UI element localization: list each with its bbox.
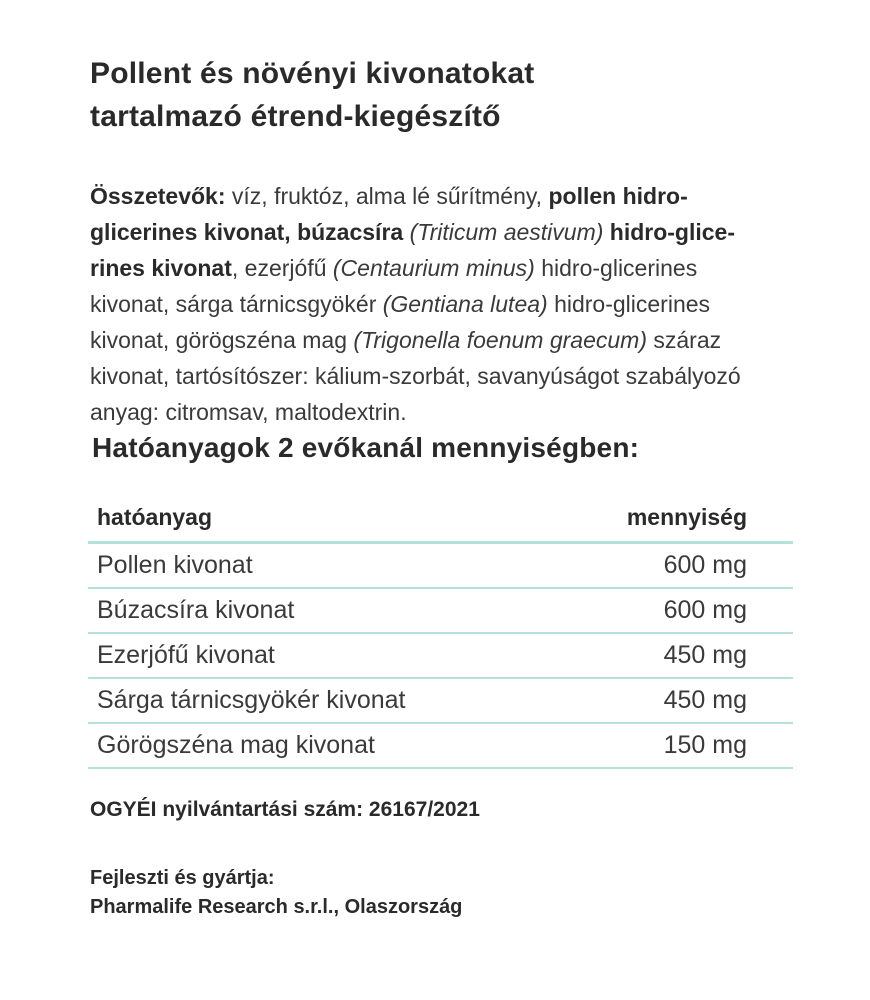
ingredients-line: rines kivonat, ezerjófű (Centaurium minus) hidro-glicerines (90, 255, 698, 281)
page-title-line-1: Pollent és növényi kivonatokat (90, 57, 535, 90)
table-row (88, 634, 793, 679)
manufacturer-name: Pharmalife Research s.r.l., Olaszország (90, 896, 463, 918)
manufacturer-label: Fejleszti és gyártja: (90, 867, 275, 889)
table-row (88, 544, 793, 589)
ingredient-name: Búzacsíra kivonat (97, 596, 295, 624)
ingredient-name: Görögszéna mag kivonat (97, 731, 375, 759)
table-header-row (88, 498, 793, 544)
ingredient-table-body (88, 544, 793, 769)
ingredients-line: anyag: citromsav, maltodextrin. (90, 399, 407, 425)
ingredients-paragraph (90, 178, 790, 430)
ingredients-line: glicerines kivonat, búzacsíra (Triticum aestivum) hidro-glice- (90, 219, 736, 245)
page-title-line-2: tartalmazó étrend-kiegészítő (90, 100, 501, 133)
ingredient-name: Sárga tárnicsgyökér kivonat (97, 686, 406, 714)
ingredients-line: kivonat, sárga tárnicsgyökér (Gentiana lutea) hidro-glicerines (90, 291, 711, 317)
page-title (90, 52, 650, 138)
actives-table (88, 498, 793, 769)
manufacturer-block (90, 864, 462, 922)
ingredient-name: Pollen kivonat (97, 551, 253, 579)
actives-heading: Hatóanyagok 2 evőkanál mennyiségben: (92, 432, 640, 463)
ingredient-amount: 450 mg (663, 641, 747, 669)
ingredient-name: Ezerjófű kivonat (97, 641, 275, 669)
table-header-ingredient: hatóanyag (97, 504, 213, 530)
ingredient-amount: 150 mg (663, 731, 747, 759)
ingredient-amount: 450 mg (663, 686, 747, 714)
ingredients-line: Összetevők: víz, fruktóz, alma lé sűrítmény, pollen hidro- (90, 183, 688, 209)
table-row (88, 589, 793, 634)
table-row (88, 679, 793, 724)
table-row (88, 724, 793, 769)
ingredients-line: kivonat, tartósítószer: kálium-szorbát, savanyúságot szabályozó (90, 363, 741, 389)
ingredient-amount: 600 mg (663, 551, 747, 579)
ingredients-line: kivonat, görögszéna mag (Trigonella foenum graecum) száraz (90, 327, 722, 353)
table-header-amount: mennyiség (626, 504, 747, 530)
registration-number: OGYÉI nyilvántartási szám: 26167/2021 (90, 798, 480, 821)
ingredient-amount: 600 mg (663, 596, 747, 624)
